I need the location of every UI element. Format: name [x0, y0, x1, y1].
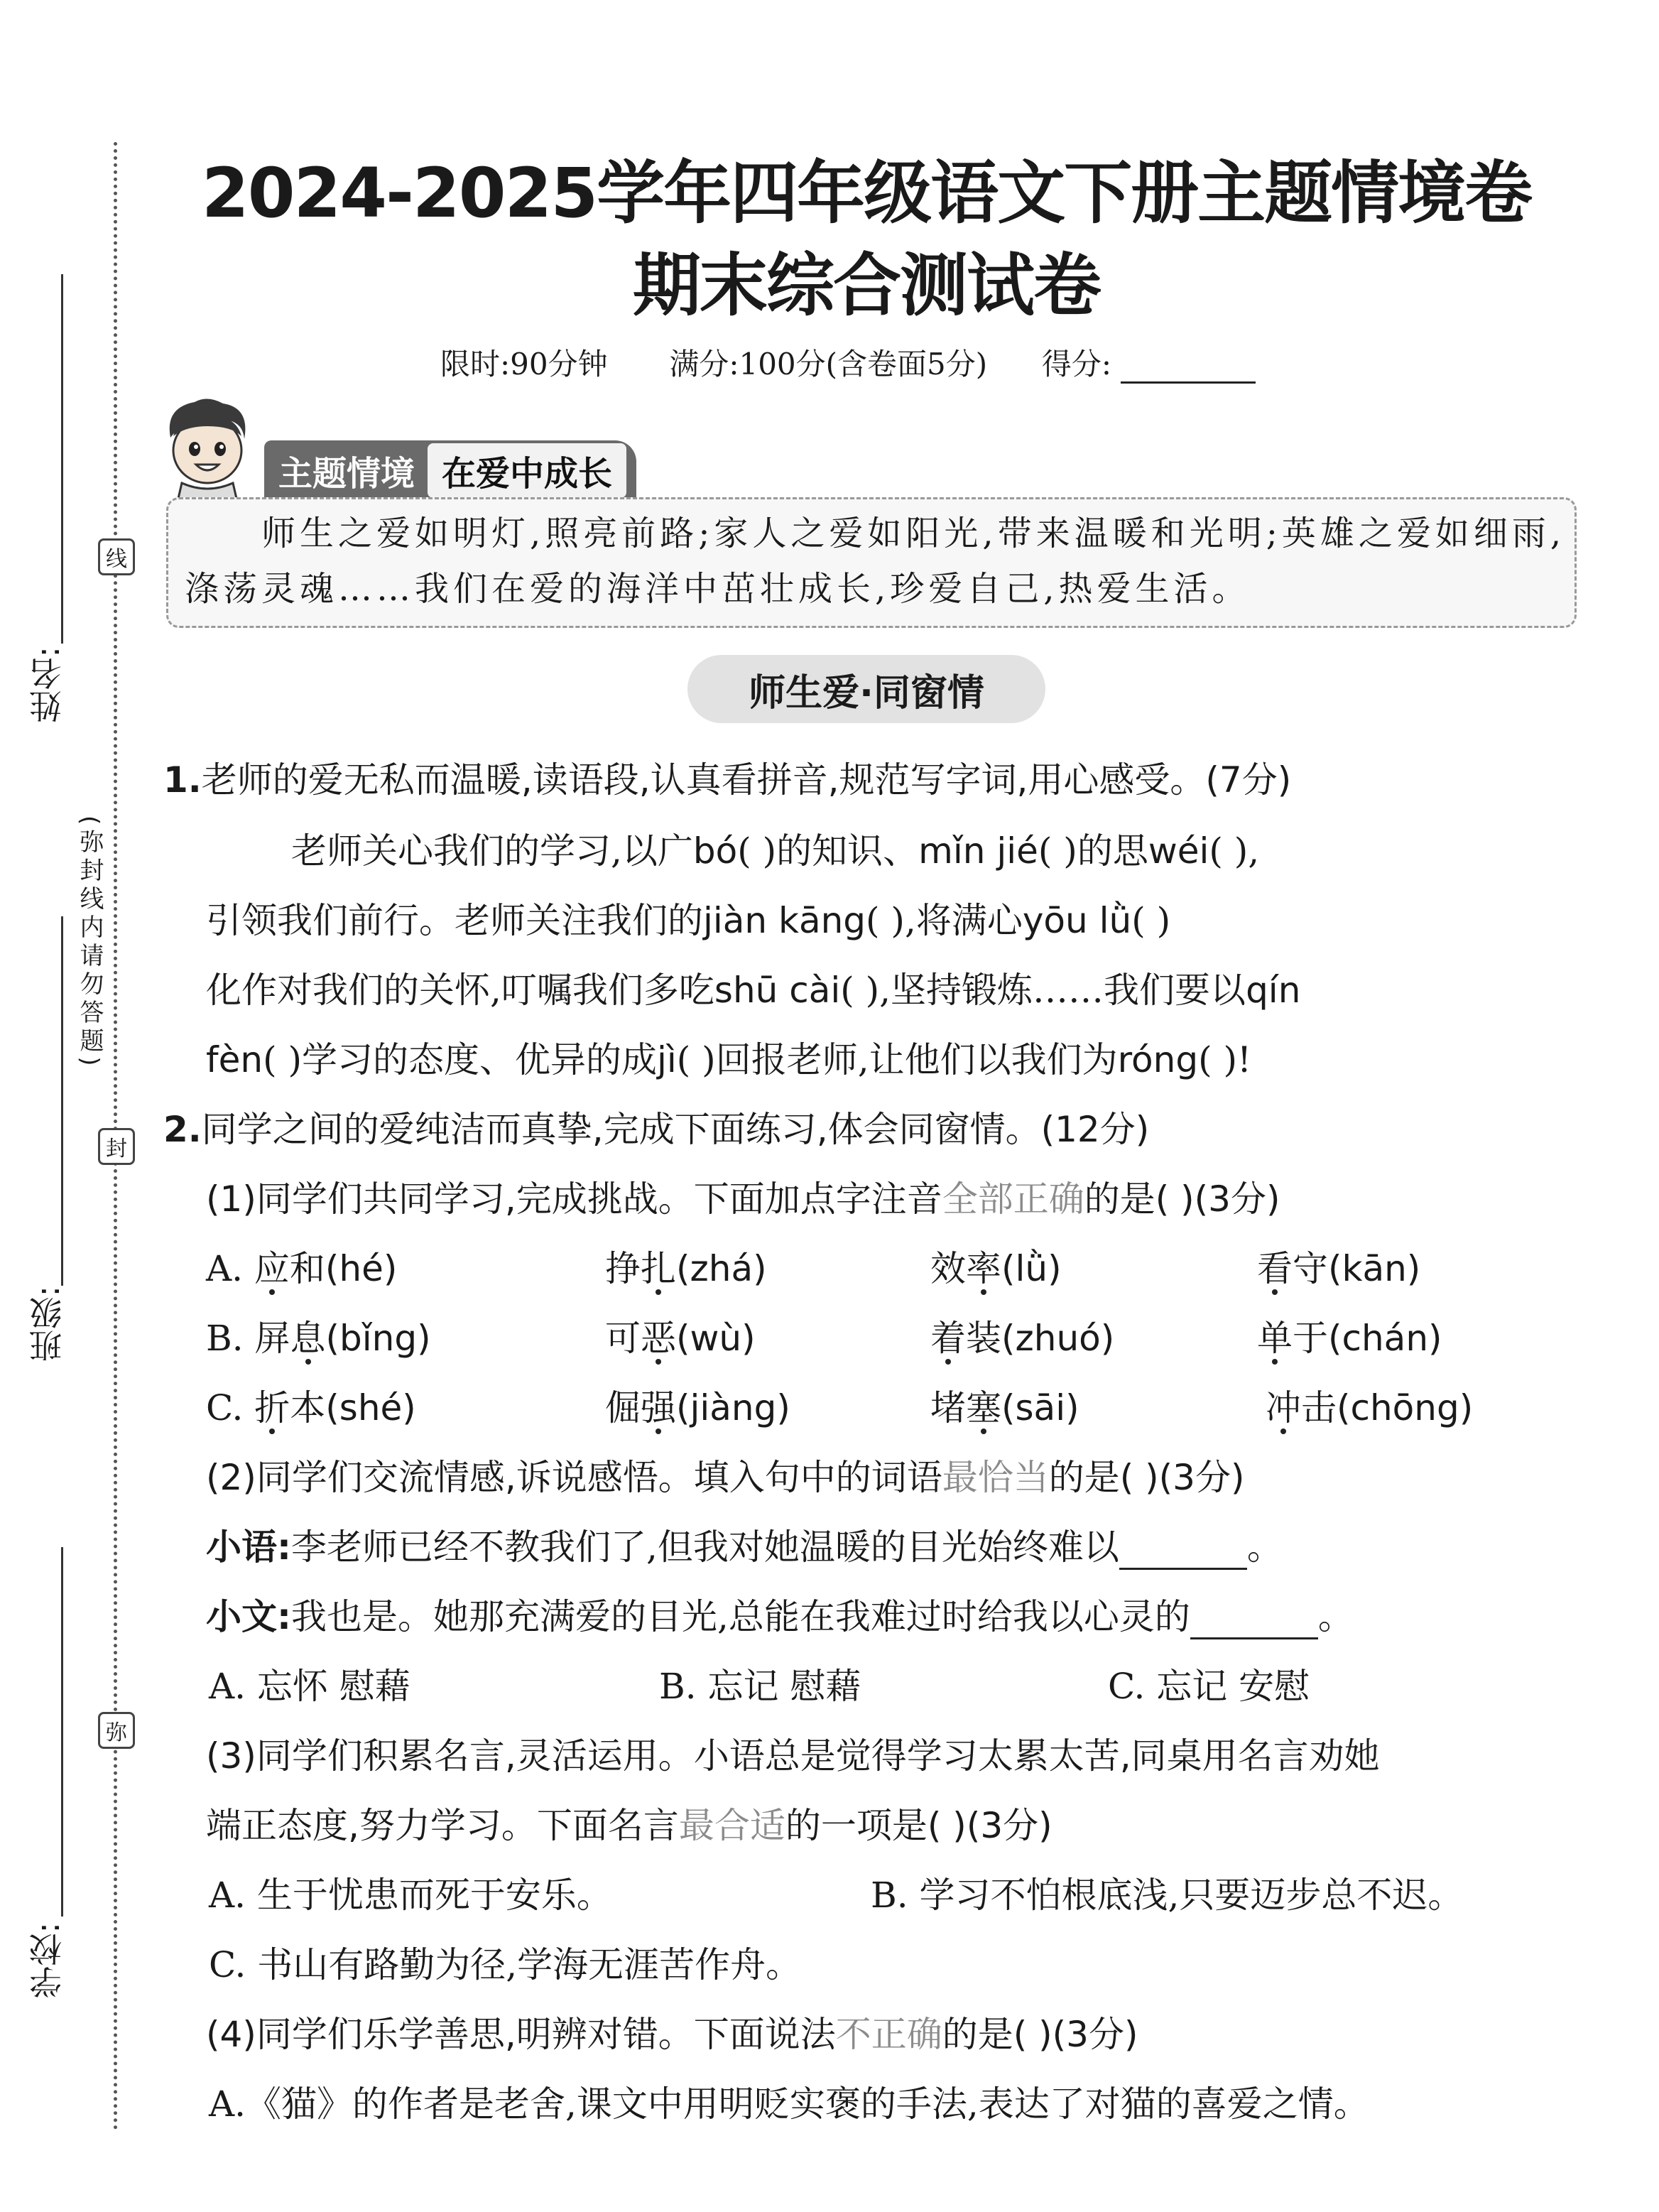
- name-write-line[interactable]: [61, 274, 63, 644]
- q2-number: 2.: [163, 1109, 202, 1150]
- theme-intro-text: 师生之爱如明灯,照亮前路;家人之爱如阳光,带来温暖和光明;英雄之爱如细雨,涤荡灵魂……我们在爱的海洋中茁壮成长,珍爱自己,热爱生活。: [185, 514, 1566, 609]
- q2-1-keyword: 全部正确: [942, 1178, 1084, 1220]
- q2-3-option-b[interactable]: B. 学习不怕根底浅,只要迈步总不迟。: [871, 1875, 1464, 1916]
- q2-1-option-c-4: 冲击(chōng): [1266, 1387, 1474, 1428]
- page-title: 2024-2025学年四年级语文下册主题情境卷: [201, 153, 1532, 233]
- time-limit: 限时:90分钟: [440, 347, 608, 381]
- q2-2-answer-blank[interactable]: 的是( )(3分): [1048, 1457, 1245, 1498]
- q1-blank-5[interactable]: ( ): [1131, 900, 1171, 941]
- q1-stem: 1.老师的爱无私而温暖,读语段,认真看拼音,规范写字词,用心感受。(7分): [163, 759, 1292, 801]
- q2-1-option-b-2: 可恶(wù): [605, 1318, 756, 1359]
- q2-2-dialog-xiaoyu: 小语:李老师已经不教我们了,但我对她温暖的目光始终难以 。: [206, 1519, 1283, 1570]
- q2-1-option-a-4: 看守(kān): [1257, 1248, 1421, 1289]
- q1-line2: 引领我们前行。老师关注我们的jiàn kāng( ),将满心yōu lǜ( ): [206, 900, 1171, 941]
- score-blank[interactable]: [1121, 350, 1256, 384]
- binding-char-seal: 封: [98, 1128, 135, 1165]
- q2-2-option-a[interactable]: A. 忘怀 慰藉: [209, 1666, 410, 1707]
- theme-name: 在爱中成长: [428, 443, 626, 498]
- q2-3-stem-line2: 端正态度,努力学习。下面名言最合适的一项是( )(3分): [206, 1805, 1052, 1846]
- q2-1-option-a-2: 挣扎(zhá): [605, 1248, 767, 1289]
- q2-4-stem: (4)同学们乐学善思,明辨对错。下面说法不正确的是( )(3分): [206, 2014, 1138, 2055]
- q2-1-option-c-2: 倔强(jiàng): [605, 1387, 790, 1428]
- q2-4-keyword: 不正确: [835, 2014, 942, 2055]
- class-label: 班级:: [28, 1286, 67, 1362]
- binding-char-line: 线: [98, 538, 135, 575]
- speaker-xiaoyu: 小语:: [206, 1527, 291, 1568]
- q2-1-option-a[interactable]: A. 应和(hé): [206, 1248, 398, 1289]
- q1-line3: 化作对我们的关怀,叮嘱我们多吃shū cài( ),坚持锻炼……我们要以qín: [206, 970, 1301, 1011]
- q1-line4: fèn( )学习的态度、优异的成jì( )回报老师,让他们以我们为róng( )!: [206, 1039, 1252, 1080]
- page-subtitle: 期末综合测试卷: [633, 246, 1100, 325]
- q2-2-dialog-xiaowen: 小文:我也是。她那充满爱的目光,总能在我难过时给我以心灵的 。: [206, 1588, 1354, 1639]
- q2-2-keyword: 最恰当: [942, 1457, 1049, 1498]
- q2-3-option-c[interactable]: C. 书山有路勤为径,学海无涯苦作舟。: [209, 1944, 802, 1985]
- q2-1-option-c[interactable]: C. 折本(shé): [206, 1387, 416, 1428]
- q2-2-blank-1[interactable]: [1119, 1534, 1247, 1570]
- theme-banner: [264, 440, 636, 500]
- q2-3-stem-line1: (3)同学们积累名言,灵活运用。小语总是觉得学习太累太苦,同桌用名言劝她: [206, 1735, 1380, 1777]
- q1-line1: 老师关心我们的学习,以广bó( )的知识、mǐn jié( )的思wéi( ),: [291, 830, 1260, 872]
- q1-blank-6[interactable]: ( ),坚持锻炼……我们要以: [840, 970, 1246, 1011]
- q2-1-option-b-3: 着装(zhuó): [930, 1318, 1115, 1359]
- school-label: 学校:: [28, 1922, 67, 1999]
- q1-blank-9[interactable]: ( )!: [1198, 1039, 1252, 1080]
- q2-1-option-b-4: 单于(chán): [1257, 1318, 1442, 1359]
- class-write-line[interactable]: [61, 916, 63, 1286]
- binding-notice: (弥封线内请勿答题): [75, 815, 104, 1070]
- theme-tag: 主题情境: [278, 453, 415, 494]
- q1-blank-3[interactable]: ( ),: [1209, 830, 1260, 872]
- full-score: 满分:100分(含卷面5分): [669, 347, 988, 381]
- q2-1-answer-blank[interactable]: 的是( )(3分): [1084, 1178, 1280, 1220]
- q1-blank-8[interactable]: ( )回报老师,让他们以我们为: [676, 1039, 1118, 1080]
- q2-3-option-a[interactable]: A. 生于忧患而死于安乐。: [209, 1875, 612, 1916]
- q2-1-option-c-3: 堵塞(sāi): [930, 1387, 1079, 1428]
- q2-2-option-b[interactable]: B. 忘记 慰藉: [659, 1666, 861, 1707]
- score-label: 得分:: [1041, 347, 1112, 381]
- section-title: 师生爱·同窗情: [687, 655, 1045, 723]
- q2-4-answer-blank[interactable]: 的是( )(3分): [942, 2014, 1138, 2055]
- exam-meta: [440, 341, 1256, 384]
- q1-number: 1.: [163, 759, 202, 801]
- q2-4-option-a[interactable]: A.《猫》的作者是老舍,课文中用明贬实褒的手法,表达了对猫的喜爱之情。: [209, 2083, 1369, 2125]
- cartoon-boy-icon: [158, 395, 257, 502]
- speaker-xiaowen: 小文:: [206, 1596, 291, 1637]
- school-write-line[interactable]: [61, 1547, 63, 1916]
- name-label: 姓名:: [28, 646, 67, 723]
- q2-1-option-a-3: 效率(lǜ): [930, 1248, 1062, 1289]
- q2-3-keyword: 最合适: [678, 1805, 785, 1846]
- binding-char-mi: 弥: [98, 1712, 135, 1749]
- q2-stem: 2.同学之间的爱纯洁而真挚,完成下面练习,体会同窗情。(12分): [163, 1109, 1150, 1150]
- q1-blank-4[interactable]: ( ),将满心: [866, 900, 1023, 941]
- q2-1-option-b[interactable]: B. 屏息(bǐng): [206, 1318, 431, 1359]
- q2-2-blank-2[interactable]: [1190, 1603, 1318, 1639]
- q1-blank-1[interactable]: ( )的知识、: [737, 830, 919, 872]
- q1-blank-7[interactable]: ( )学习的态度、优异的成: [263, 1039, 657, 1080]
- q2-2-stem: (2)同学们交流情感,诉说感悟。填入句中的词语最恰当的是( )(3分): [206, 1457, 1245, 1498]
- q2-1-stem: (1)同学们共同学习,完成挑战。下面加点字注音全部正确的是( )(3分): [206, 1178, 1280, 1220]
- q2-3-answer-blank[interactable]: 的一项是( )(3分): [785, 1805, 1052, 1846]
- q2-2-option-c[interactable]: C. 忘记 安慰: [1108, 1666, 1310, 1707]
- q1-blank-2[interactable]: ( )的思: [1038, 830, 1148, 872]
